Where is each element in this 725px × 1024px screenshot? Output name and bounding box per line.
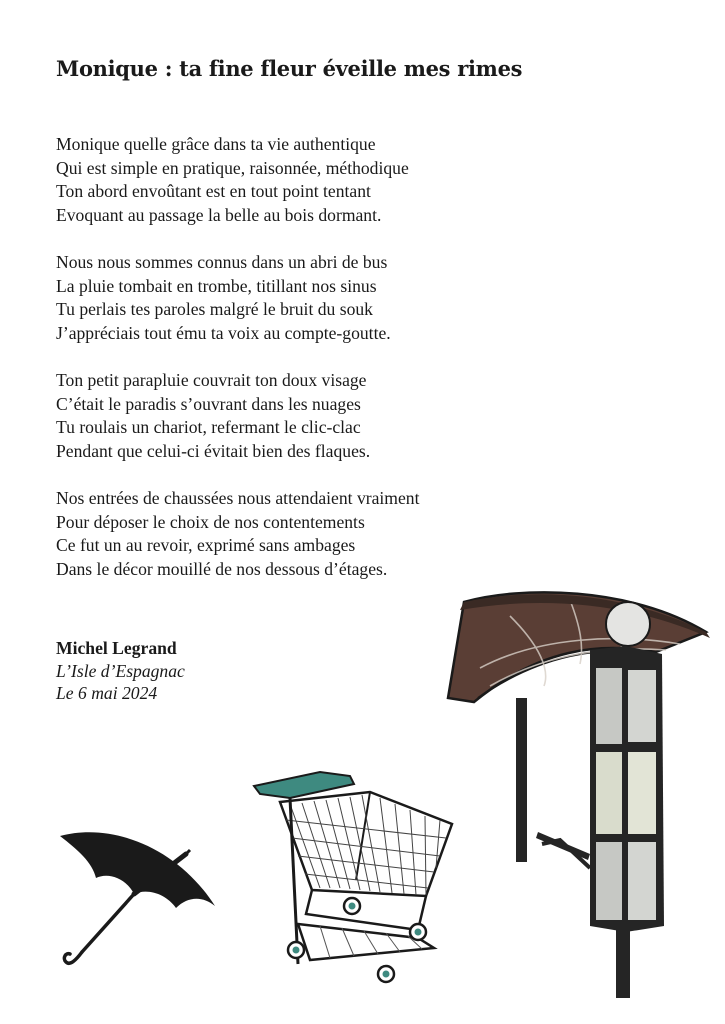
- poem-line: Ton abord envoûtant est en tout point tentant: [56, 181, 371, 201]
- umbrella-icon: [58, 828, 224, 978]
- bus-shelter-icon: [430, 586, 720, 1002]
- author-name: Michel Legrand: [56, 638, 177, 658]
- stanza-2: [56, 251, 419, 345]
- poem-line: Nous nous sommes connus dans un abri de bus: [56, 252, 388, 272]
- poem-line: Nos entrées de chaussées nous attendaient vraiment: [56, 488, 420, 508]
- stanza-4: [56, 487, 419, 581]
- poem-line: Evoquant au passage la belle au bois dormant.: [56, 204, 382, 225]
- place-name: L’Isle d’Espagnac: [56, 660, 185, 681]
- poem-line: J’appréciais tout ému ta voix au compte-goutte.: [56, 322, 391, 343]
- poem-line: Tu perlais tes paroles malgré le bruit du souk: [56, 299, 373, 319]
- poem-line: La pluie tombait en trombe, titillant nos sinus: [56, 275, 377, 296]
- poem-line: Qui est simple en pratique, raisonnée, méthodique: [56, 157, 409, 178]
- poem-line: Pour déposer le choix de nos contentements: [56, 511, 365, 532]
- stanza-3: [56, 369, 419, 463]
- shopping-cart-icon: [250, 764, 455, 986]
- poem-line: C’était le paradis s’ouvrant dans les nuages: [56, 393, 361, 414]
- poem-title: Monique : ta fine fleur éveille mes rimes: [56, 56, 523, 81]
- stanza-1: [56, 133, 419, 227]
- poem-body: [56, 133, 419, 605]
- poem-line: Ce fut un au revoir, exprimé sans ambages: [56, 535, 356, 555]
- poem-line: Dans le décor mouillé de nos dessous d’étages.: [56, 558, 388, 579]
- poem-date: Le 6 mai 2024: [56, 683, 158, 703]
- poem-line: Tu roulais un chariot, refermant le clic-clac: [56, 417, 361, 437]
- poem-line: Pendant que celui-ci évitait bien des flaques.: [56, 440, 371, 461]
- poem-line: Ton petit parapluie couvrait ton doux visage: [56, 370, 367, 390]
- poem-line: Monique quelle grâce dans ta vie authentique: [56, 134, 376, 154]
- signature-block: [56, 637, 185, 705]
